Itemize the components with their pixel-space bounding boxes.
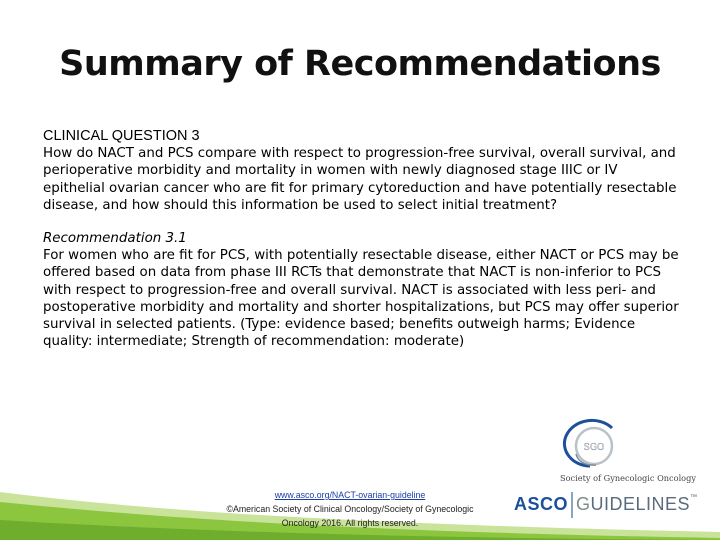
sgo-name: Society of Gynecologic Oncology — [560, 473, 696, 483]
logo-separator — [571, 492, 573, 518]
guidelines-logo-text — [576, 494, 698, 515]
slide-body — [43, 128, 683, 350]
guideline-link[interactable]: www.asco.org/NACT-ovarian-guideline — [274, 490, 426, 500]
footer — [200, 488, 500, 530]
recommendation-text: For women who are fit for PCS, with potentially resectable disease, either NACT or PCS may be offered based on data from phase III RCTs that demonstrate that NACT is non-inferior to PCS with respect to progression-free and overall survival. NACT is associated with less peri- and postoperative morbidity and mortality and shorter hospitalizations, but PCS may offer superior survival in selected patients. (Type: evidence based; benefits outweigh harms; Evidence quality: intermediate; Strength of recommendation: moderate) — [43, 248, 679, 350]
copyright-line-2: Oncology 2016. All rights reserved. — [281, 518, 419, 528]
clinical-question-text: How do NACT and PCS compare with respect to progression-free survival, overall survival, and perioperative morbidity and mortality in women with newly diagnosed stage IIIC or IV epithelial ovarian cancer who are fit for primary cytoreduction and have potentially resectable disease, and how should this information be used to select initial treatment? — [43, 146, 677, 213]
slide-title: Summary of Recommendations — [59, 44, 661, 84]
asco-logo-text: ASCO — [514, 494, 569, 514]
guidelines-rest: UIDELINES — [590, 494, 691, 514]
copyright-line-1: ©American Society of Clinical Oncology/Society of Gynecologic — [226, 504, 474, 514]
sgo-logo — [556, 416, 628, 474]
clinical-question-heading: CLINICAL QUESTION 3 — [43, 128, 200, 144]
guidelines-g-mark: G — [576, 494, 591, 514]
sgo-mark-text: SGO — [583, 443, 605, 453]
recommendation-heading: Recommendation 3.1 — [43, 231, 187, 247]
trademark-mark: ™ — [690, 494, 698, 501]
